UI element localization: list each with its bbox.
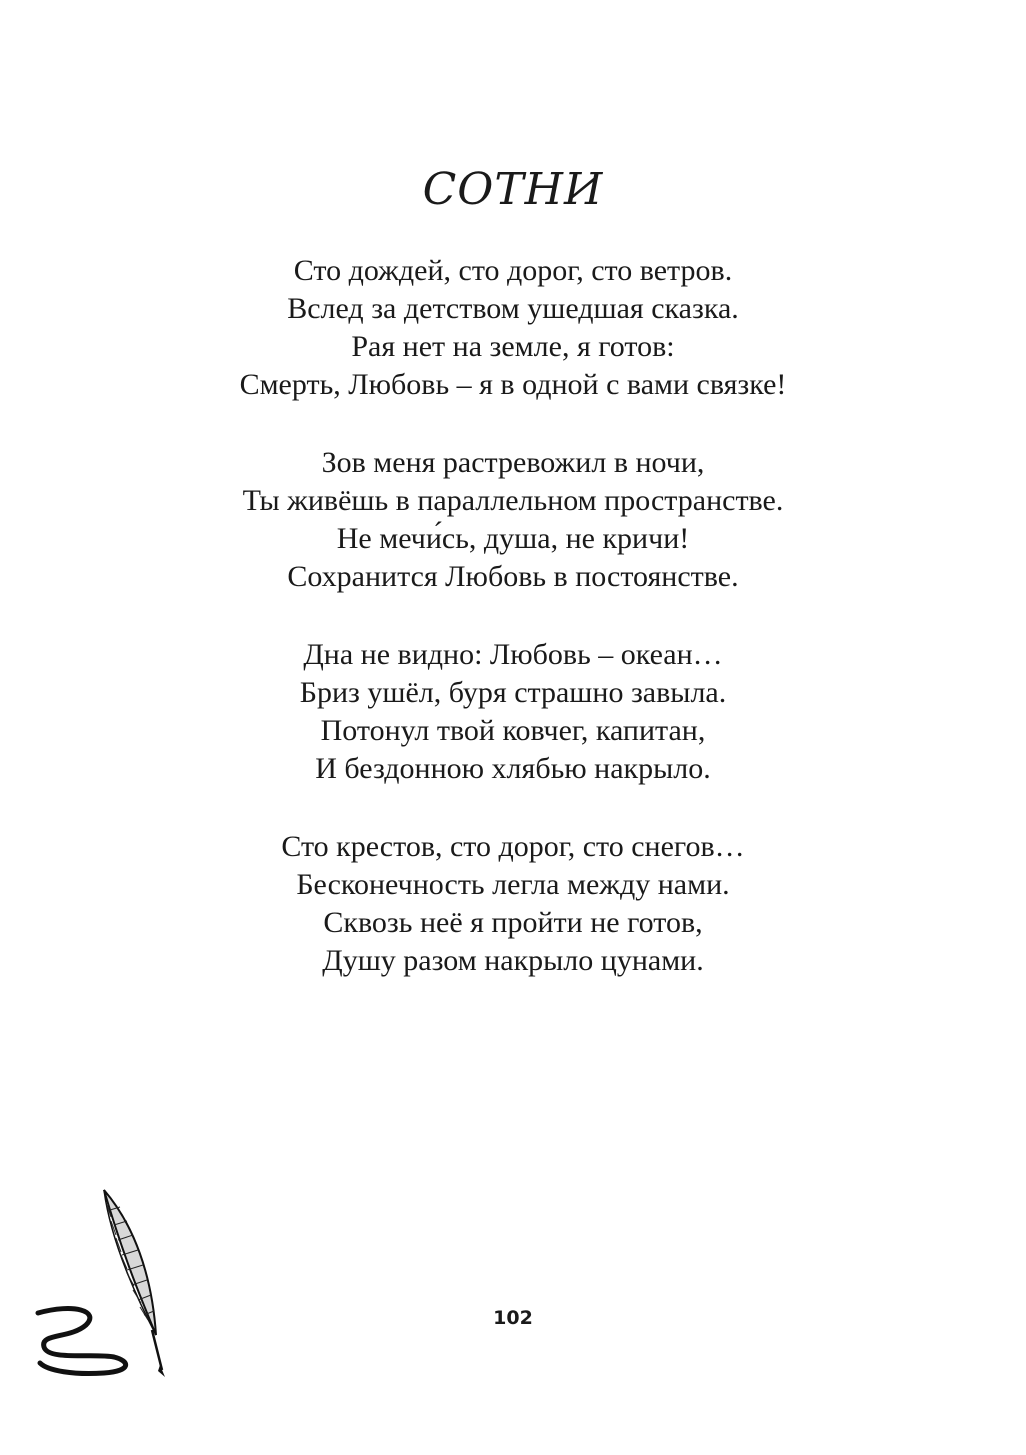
stanza-2 [0,444,1026,596]
poem-line: Бриз ушёл, буря страшно завыла. [299,676,727,709]
poem-line: Сто дождей, сто дорог, сто ветров. [293,254,733,287]
poem-line: Дна не видно: Любовь – океан… [303,638,723,671]
quill-pen-icon [34,1185,174,1385]
poem-line: Душу разом накрыло цунами. [322,944,704,977]
stanza-1 [0,252,1026,404]
poem-body [0,252,1026,1020]
poem-line: Смерть, Любовь – я в одной с вами связке! [239,368,787,401]
poem-line: Рая нет на земле, я готов: [351,330,675,363]
poem-line: Не мечи́сь, душа, не кричи! [336,522,690,555]
stanza-3 [0,636,1026,788]
poem-line: Сквозь неё я пройти не готов, [323,906,703,939]
poem-line: Вслед за детством ушедшая сказка. [287,292,739,325]
stanza-4 [0,828,1026,980]
poem-line: Бесконечность легла между нами. [296,868,730,901]
poem-line: И бездонною хлябью накрыло. [315,752,711,785]
poem-line: Потонул твой ковчег, капитан, [320,714,706,747]
poem-line: Ты живёшь в параллельном пространстве. [242,484,784,517]
page-number: 102 [493,1307,533,1329]
poem-line: Сохранится Любовь в постоянстве. [287,560,739,593]
poem-line: Сто крестов, сто дорог, сто снегов… [281,830,745,863]
poem-line: Зов меня растревожил в ночи, [321,446,705,479]
poem-title: СОТНИ [422,164,604,215]
